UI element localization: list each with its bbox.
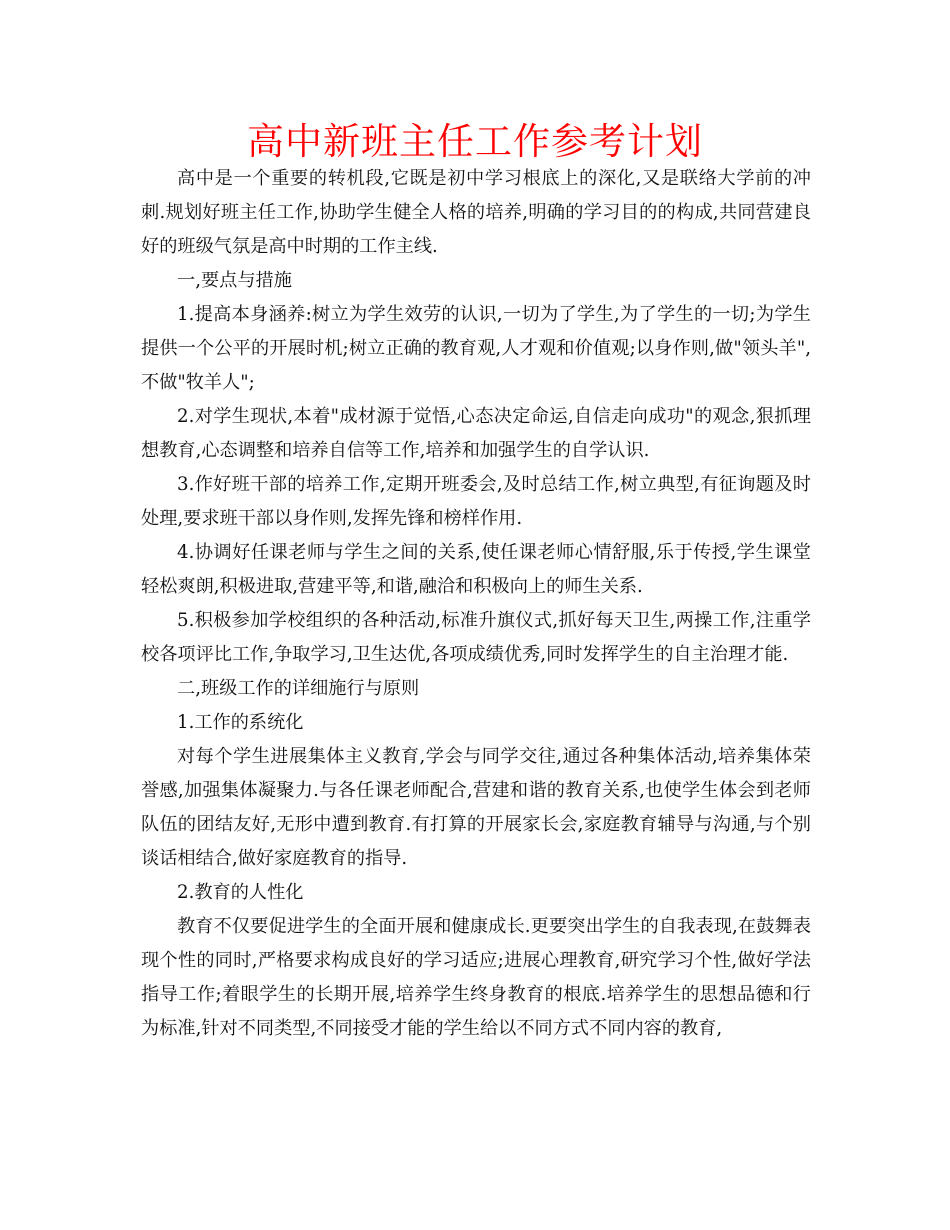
subheading-1: 1.工作的系统化 (177, 712, 304, 733)
paragraph-point-2: 2.对学生现状,本着"成材源于觉悟,心态决定命运,自信走向成功"的观念,狠抓理想教育,心态调整和培养自信等工作,培养和加强学生的自学认识. (141, 406, 811, 461)
paragraph-point-3: 3.作好班干部的培养工作,定期开班委会,及时总结工作,树立典型,有征询题及时处理,要求班干部以身作则,发挥先锋和榜样作用. (141, 474, 811, 529)
section-heading-1: 一,要点与措施 (177, 270, 292, 291)
section-heading-2: 二,班级工作的详细施行与原则 (177, 678, 420, 699)
paragraph-point-4: 4.协调好任课老师与学生之间的关系,使任课老师心情舒服,乐于传授,学生课堂轻松爽朗,积极进取,营建平等,和谐,融洽和积极向上的师生关系. (141, 542, 811, 597)
paragraph-point-1: 1.提高本身涵养:树立为学生效劳的认识,一切为了学生,为了学生的一切;为学生提供一个公平的开展时机;树立正确的教育观,人才观和价值观;以身作则,做"领头羊",不做"牧羊人"; (141, 304, 811, 393)
document-title: 高中新班主任工作参考计划 (247, 120, 703, 163)
subheading-2: 2.教育的人性化 (177, 882, 304, 903)
document-body (141, 162, 811, 1046)
paragraph-systematic: 对每个学生进展集体主义教育,学会与同学交往,通过各种集体活动,培养集体荣誉感,加强集体凝聚力.与各任课老师配合,营建和谐的教育关系,也使学生体会到老师队伍的团结友好,无形中遭到教育.有打算的开展家长会,家庭教育辅导与沟通,与个别谈话相结合,做好家庭教育的指导. (141, 746, 811, 869)
paragraph-point-5: 5.积极参加学校组织的各种活动,标准升旗仪式,抓好每天卫生,两操工作,注重学校各项评比工作,争取学习,卫生达优,各项成绩优秀,同时发挥学生的自主治理才能. (141, 610, 811, 665)
paragraph-humanized: 教育不仅要促进学生的全面开展和健康成长.更要突出学生的自我表现,在鼓舞表现个性的同时,严格要求构成良好的学习适应;进展心理教育,研究学习个性,做好学法指导工作;着眼学生的长期开展,培养学生终身教育的根底.培养学生的思想品德和行为标准,针对不同类型,不同接受才能的学生给以不同方式不同内容的教育, (141, 916, 811, 1039)
paragraph-intro: 高中是一个重要的转机段,它既是初中学习根底上的深化,又是联络大学前的冲刺.规划好班主任工作,协助学生健全人格的培养,明确的学习目的的构成,共同营建良好的班级气氛是高中时期的工作主线. (141, 168, 811, 257)
